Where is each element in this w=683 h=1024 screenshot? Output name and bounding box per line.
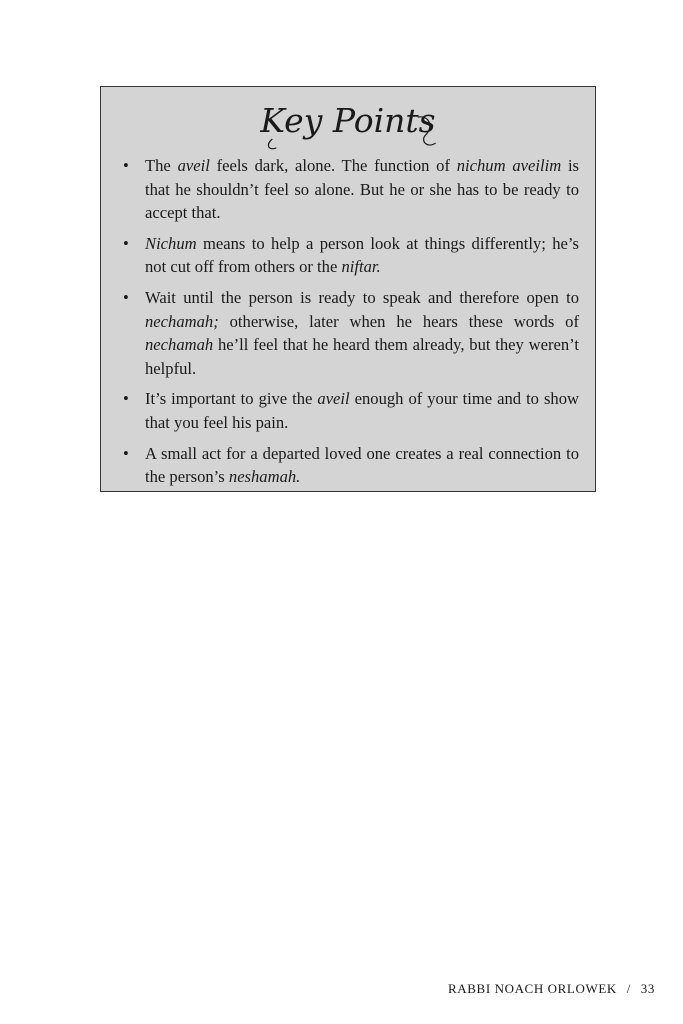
point-text: feels dark, alone. The function of xyxy=(209,156,457,175)
footer-separator: / xyxy=(626,981,631,996)
bullet-icon: • xyxy=(123,443,129,463)
italic-term: aveil xyxy=(177,156,210,175)
key-points-box xyxy=(100,86,596,492)
italic-term: neshamah. xyxy=(228,467,301,487)
point-text: enough of your time and to show that you feel his pain. xyxy=(145,389,579,432)
bullet-icon: • xyxy=(123,156,129,175)
bullet-icon: • xyxy=(123,233,129,253)
italic-term: nechamah; xyxy=(145,311,219,331)
point-text: is that he shouldn’t feel so alone. But he or she has to be ready to accept that. xyxy=(145,156,580,223)
bullet-icon: • xyxy=(123,389,129,409)
key-point-item xyxy=(121,286,579,380)
key-point-item xyxy=(121,154,579,225)
footer-page-number: 33 xyxy=(640,981,655,996)
footer-author: RABBI NOACH ORLOWEK xyxy=(448,981,617,996)
italic-term: nechamah xyxy=(145,335,214,355)
italic-term: niftar. xyxy=(341,257,381,277)
point-text: It’s important to give the xyxy=(145,389,318,409)
key-point-item xyxy=(121,387,579,434)
point-text: he’ll feel that he heard them already, but they weren’t helpful. xyxy=(145,335,579,378)
point-text: A small act for a departed loved one creates a real connection to the person’s xyxy=(145,443,579,487)
italic-term: nichum aveilim xyxy=(456,156,562,175)
point-text: The xyxy=(145,156,178,175)
key-points-list xyxy=(121,154,579,496)
point-text: means to help a person look at things differently; he’s not cut off from others or the xyxy=(145,233,579,277)
running-footer xyxy=(448,981,655,997)
italic-term: aveil xyxy=(317,389,350,409)
italic-term: Nichum xyxy=(145,233,197,253)
key-point-item xyxy=(121,442,579,489)
point-text: otherwise, later when he hears these words of xyxy=(218,311,579,331)
key-points-title: Key Points xyxy=(260,101,436,140)
point-text: Wait until the person is ready to speak and therefore open to xyxy=(145,287,579,307)
key-point-item xyxy=(121,232,579,279)
bullet-icon: • xyxy=(123,287,129,307)
